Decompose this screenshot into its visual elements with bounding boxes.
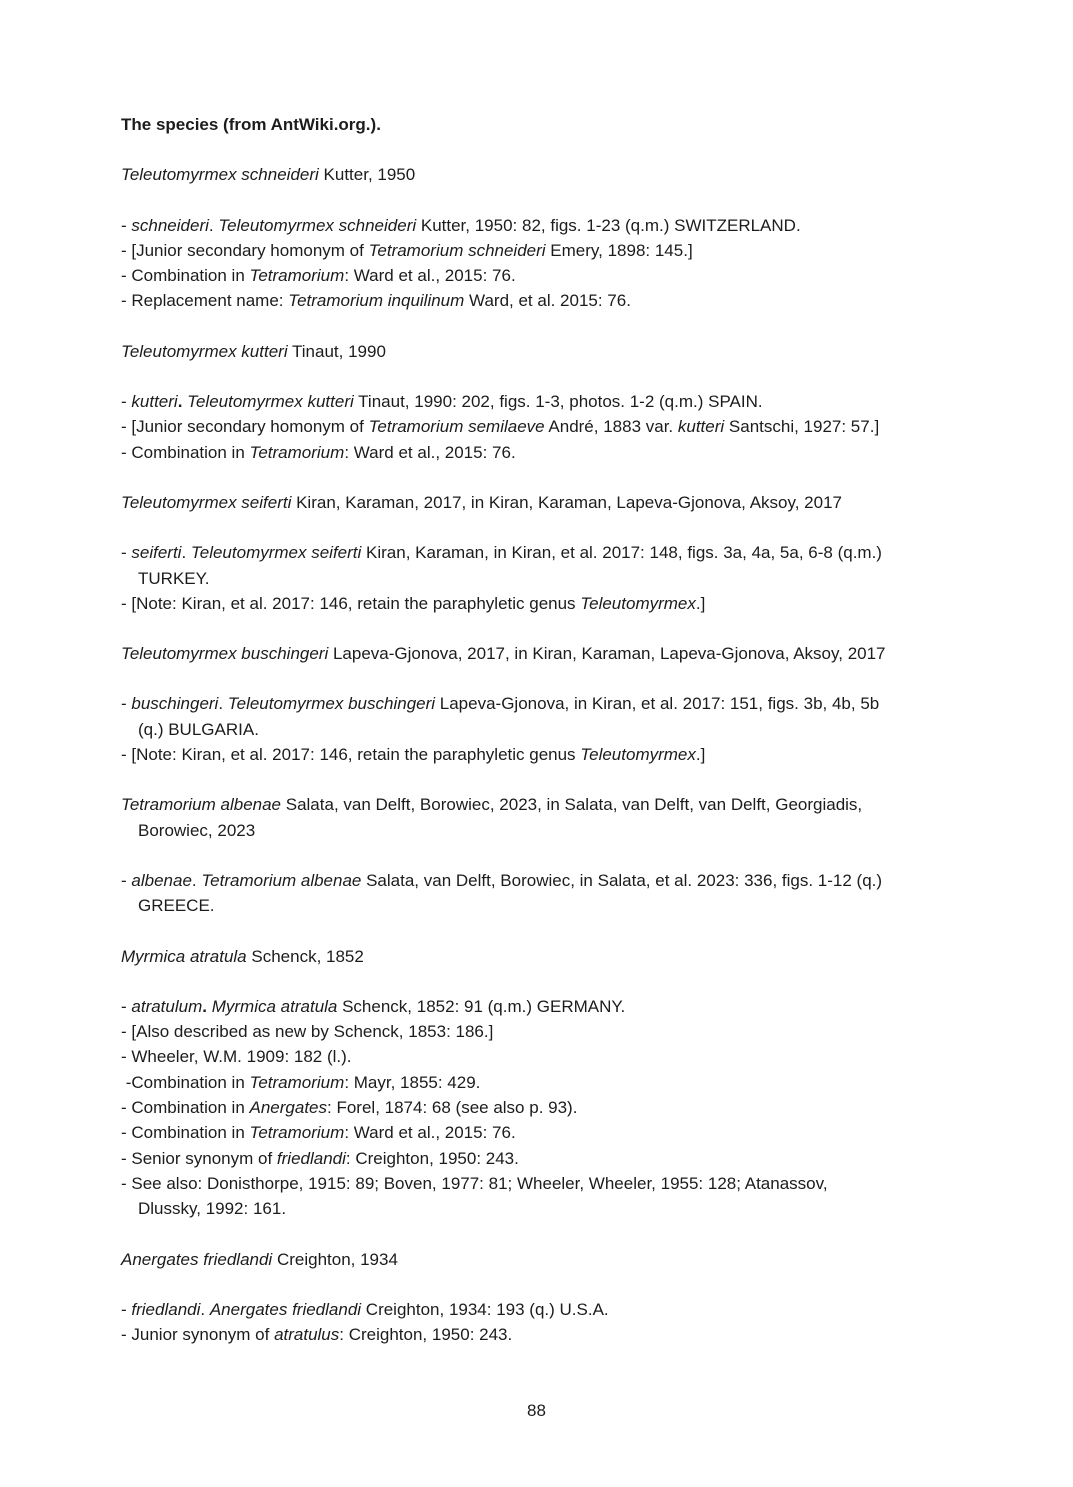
- text-segment: .: [177, 392, 183, 412]
- entry-line: [121, 389, 1051, 414]
- entry-lines: [121, 691, 1051, 767]
- entry-line: [121, 1297, 1051, 1322]
- text-segment: .: [208, 215, 219, 235]
- text-segment: Teleutomyrmex schneideri: [121, 165, 319, 185]
- text-segment: .: [218, 694, 228, 714]
- text-segment: Schenck, 1852: 91 (q.m.) GERMANY.: [337, 996, 626, 1016]
- entry-line-continuation: [121, 893, 1051, 918]
- text-segment: - [Junior secondary homonym of: [121, 240, 369, 260]
- entry-lines: [121, 994, 1051, 1222]
- entry-line: [121, 742, 1051, 767]
- text-segment: - Junior synonym of: [121, 1325, 275, 1345]
- text-segment: -Combination in: [121, 1072, 250, 1092]
- text-segment: .: [191, 870, 202, 890]
- species-heading-continuation: [121, 818, 1051, 843]
- entry-line: [121, 868, 1051, 893]
- text-segment: Teleutomyrmex: [580, 745, 696, 765]
- text-segment: Teleutomyrmex buschingeri: [121, 644, 329, 664]
- text-segment: Anergates: [249, 1098, 328, 1118]
- text-segment: Tetramorium semilaeve: [368, 417, 545, 437]
- text-segment: Ward, et al. 2015: 76.: [464, 291, 631, 311]
- text-segment: Teleutomyrmex kutteri: [121, 341, 288, 361]
- text-segment: - Combination in: [121, 1098, 250, 1118]
- text-segment: atratulus: [274, 1325, 340, 1345]
- entry-line-continuation: [121, 717, 1051, 742]
- text-segment: : Forel, 1874: 68 (see also p. 93).: [327, 1098, 578, 1118]
- text-segment: : Mayr, 1855: 429.: [344, 1072, 481, 1092]
- text-segment: Tinaut, 1990: [287, 341, 386, 361]
- text-segment: André, 1883 var.: [544, 417, 678, 437]
- entry-lines: [121, 868, 1051, 919]
- text-segment: - [Note: Kiran, et al. 2017: 146, retain the paraphyletic genus: [121, 593, 581, 613]
- species-section: [121, 490, 1051, 616]
- text-segment: Tetramorium inquilinum: [288, 291, 465, 311]
- text-segment: - [Also described as new by Schenck, 1853: 186.]: [121, 1022, 494, 1042]
- text-segment: kutteri: [131, 392, 178, 412]
- entry-line: [121, 1171, 1051, 1196]
- text-segment: - Wheeler, W.M. 1909: 182 (l.).: [121, 1047, 352, 1067]
- text-segment: .]: [695, 593, 706, 613]
- species-heading: [121, 162, 1051, 187]
- text-segment: .: [200, 1299, 210, 1319]
- entry-line: [121, 238, 1051, 263]
- entry-line: [121, 1146, 1051, 1171]
- text-segment: Teleutomyrmex seiferti: [121, 492, 292, 512]
- text-segment: Salata, van Delft, Borowiec, in Salata, et al. 2023: 336, figs. 1-12 (q.): [361, 870, 883, 890]
- text-segment: kutteri: [677, 417, 725, 437]
- text-segment: - [Junior secondary homonym of: [121, 417, 369, 437]
- document-page: [121, 112, 1051, 1347]
- text-segment: -: [121, 870, 132, 890]
- text-segment: Tetramorium: [249, 442, 345, 462]
- entry-line: [121, 1019, 1051, 1044]
- text-segment: - Combination in: [121, 1123, 250, 1143]
- text-segment: Salata, van Delft, Borowiec, 2023, in Salata, van Delft, van Delft, Georgiadis,: [281, 795, 863, 815]
- text-segment: albenae: [131, 870, 192, 890]
- text-segment: - [Note: Kiran, et al. 2017: 146, retain the paraphyletic genus: [121, 745, 581, 765]
- species-heading: [121, 1247, 1051, 1272]
- entry-lines: [121, 540, 1051, 616]
- entry-lines: [121, 389, 1051, 465]
- entry-line: [121, 1322, 1051, 1347]
- text-segment: Myrmica atratula: [121, 946, 247, 966]
- text-segment: Teleutomyrmex kutteri: [187, 392, 354, 412]
- text-segment: Kutter, 1950: [318, 165, 416, 185]
- text-segment: : Ward et al., 2015: 76.: [344, 1123, 516, 1143]
- entry-line: [121, 213, 1051, 238]
- text-segment: Dlussky, 1992: 161.: [138, 1199, 287, 1219]
- text-segment: Tetramorium: [249, 1072, 345, 1092]
- text-segment: -: [121, 996, 132, 1016]
- text-segment: : Ward et al., 2015: 76.: [344, 442, 516, 462]
- species-section: [121, 792, 1051, 918]
- sections: [121, 162, 1051, 1347]
- text-segment: Teleutomyrmex seiferti: [190, 543, 362, 563]
- text-segment: Borowiec, 2023: [138, 820, 256, 840]
- entry-line: [121, 1070, 1051, 1095]
- text-segment: Tetramorium: [249, 1123, 345, 1143]
- text-segment: Tetramorium albenae: [121, 795, 282, 815]
- text-segment: buschingeri: [131, 694, 219, 714]
- text-segment: Kiran, Karaman, in Kiran, et al. 2017: 148, figs. 3a, 4a, 5a, 6-8 (q.m.): [361, 543, 882, 563]
- text-segment: - Combination in: [121, 442, 250, 462]
- text-segment: Teleutomyrmex buschingeri: [227, 694, 436, 714]
- species-heading: [121, 490, 1051, 515]
- entry-line: [121, 591, 1051, 616]
- entry-line: [121, 1044, 1051, 1069]
- text-segment: Kutter, 1950: 82, figs. 1-23 (q.m.) SWITZERLAND.: [416, 215, 801, 235]
- text-segment: Myrmica atratula: [211, 996, 338, 1016]
- text-segment: : Creighton, 1950: 243.: [339, 1325, 513, 1345]
- text-segment: friedlandi: [276, 1148, 346, 1168]
- page-number: 88: [527, 1401, 546, 1420]
- document-title: The species (from AntWiki.org.).: [121, 115, 381, 134]
- text-segment: -: [121, 543, 132, 563]
- species-heading: [121, 792, 1051, 817]
- text-segment: -: [121, 215, 132, 235]
- text-segment: Kiran, Karaman, 2017, in Kiran, Karaman, Lapeva-Gjonova, Aksoy, 2017: [291, 492, 842, 512]
- entry-line: [121, 691, 1051, 716]
- text-segment: (q.) BULGARIA.: [138, 719, 259, 739]
- text-segment: friedlandi: [131, 1299, 201, 1319]
- entry-line-continuation: [121, 566, 1051, 591]
- text-segment: TURKEY.: [138, 568, 210, 588]
- entry-line: [121, 994, 1051, 1019]
- text-segment: Tetramorium schneideri: [368, 240, 546, 260]
- text-segment: Tetramorium: [249, 266, 345, 286]
- species-section: [121, 944, 1051, 1222]
- entry-line: [121, 540, 1051, 565]
- text-segment: -: [121, 1299, 132, 1319]
- text-segment: - Senior synonym of: [121, 1148, 277, 1168]
- species-section: [121, 162, 1051, 313]
- species-section: [121, 641, 1051, 767]
- text-segment: .: [202, 996, 207, 1016]
- entry-line: [121, 288, 1051, 313]
- text-segment: Anergates friedlandi: [209, 1299, 362, 1319]
- species-section: [121, 1247, 1051, 1348]
- entry-line: [121, 1120, 1051, 1145]
- text-segment: schneideri: [131, 215, 209, 235]
- entry-lines: [121, 213, 1051, 314]
- text-segment: Creighton, 1934: 193 (q.) U.S.A.: [361, 1299, 609, 1319]
- text-segment: .]: [695, 745, 706, 765]
- entry-line-continuation: [121, 1196, 1051, 1221]
- species-heading: [121, 641, 1051, 666]
- entry-line: [121, 1095, 1051, 1120]
- species-heading: [121, 944, 1051, 969]
- text-segment: Teleutomyrmex: [580, 593, 696, 613]
- text-segment: - Combination in: [121, 266, 250, 286]
- entry-lines: [121, 1297, 1051, 1348]
- text-segment: Lapeva-Gjonova, 2017, in Kiran, Karaman, Lapeva-Gjonova, Aksoy, 2017: [328, 644, 886, 664]
- text-segment: Emery, 1898: 145.]: [545, 240, 693, 260]
- text-segment: .: [181, 543, 191, 563]
- text-segment: -: [121, 392, 132, 412]
- text-segment: atratulum: [131, 996, 203, 1016]
- entry-line: [121, 263, 1051, 288]
- species-section: [121, 339, 1051, 465]
- entry-line: [121, 440, 1051, 465]
- text-segment: GREECE.: [138, 896, 215, 916]
- text-segment: : Creighton, 1950: 243.: [345, 1148, 519, 1168]
- species-heading: [121, 339, 1051, 364]
- text-segment: Tinaut, 1990: 202, figs. 1-3, photos. 1-2 (q.m.) SPAIN.: [353, 392, 763, 412]
- text-segment: -: [121, 694, 132, 714]
- text-segment: Anergates friedlandi: [121, 1249, 273, 1269]
- text-segment: Tetramorium albenae: [201, 870, 362, 890]
- text-segment: Schenck, 1852: [246, 946, 364, 966]
- text-segment: Lapeva-Gjonova, in Kiran, et al. 2017: 151, figs. 3b, 4b, 5b: [435, 694, 880, 714]
- text-segment: : Ward et al., 2015: 76.: [344, 266, 516, 286]
- entry-line: [121, 414, 1051, 439]
- text-segment: - Replacement name:: [121, 291, 289, 311]
- text-segment: seiferti: [131, 543, 182, 563]
- text-segment: Santschi, 1927: 57.]: [724, 417, 880, 437]
- text-segment: - See also: Donisthorpe, 1915: 89; Boven, 1977: 81; Wheeler, Wheeler, 1955: 128; Atanassov,: [121, 1173, 828, 1193]
- text-segment: Creighton, 1934: [272, 1249, 398, 1269]
- text-segment: Teleutomyrmex schneideri: [218, 215, 417, 235]
